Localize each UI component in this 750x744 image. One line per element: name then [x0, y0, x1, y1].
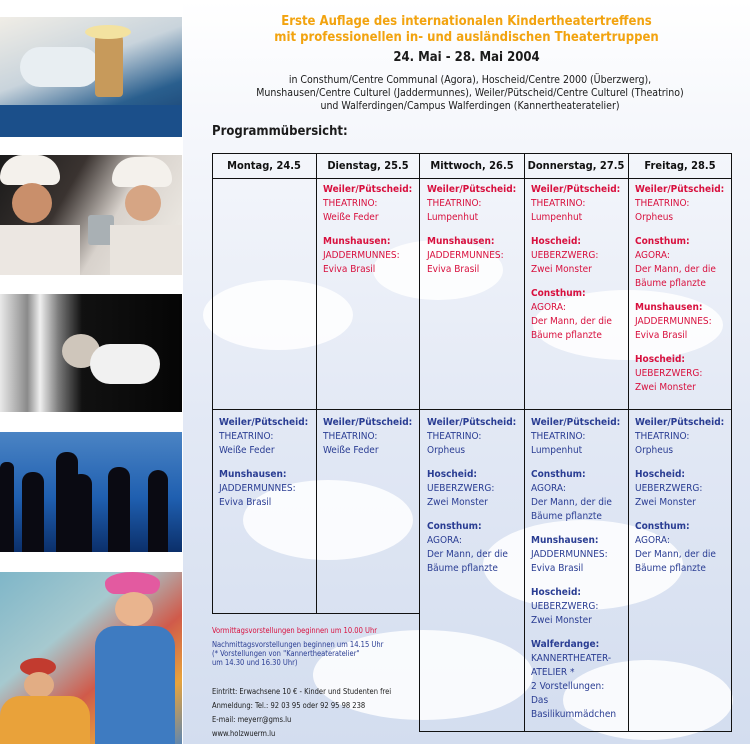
- afternoon-cell-2: [427, 416, 524, 586]
- venue-label: THEATRINO:: [531, 431, 586, 442]
- photo-puppet-stage: [0, 17, 182, 137]
- afternoon-note: [212, 640, 412, 667]
- venue-label: THEATRINO:: [531, 198, 586, 209]
- show-entry: [635, 183, 732, 225]
- day-header-thursday: Donnerstag, 27.5: [527, 159, 625, 172]
- show-title: Bäume pflanzte: [635, 563, 706, 574]
- show-entry: [323, 235, 420, 277]
- show-title: Zwei Monster: [635, 382, 696, 393]
- location-label: Hoscheid:: [531, 236, 582, 247]
- email-address[interactable]: E-mail: meyerr@gms.lu: [212, 715, 292, 724]
- show-title: Der Mann, der die: [635, 264, 716, 275]
- location-label: Weiler/Pütscheid:: [427, 184, 517, 195]
- photo-musician-silhouettes: [0, 432, 182, 552]
- location-label: Weiler/Pütscheid:: [531, 184, 621, 195]
- show-entry: [219, 416, 316, 458]
- day-header-wednesday: Mittwoch, 26.5: [430, 159, 514, 172]
- morning-cell-2: [427, 183, 524, 287]
- location-label: Munshausen:: [427, 236, 495, 247]
- location-label: Hoscheid:: [635, 469, 686, 480]
- show-entry: [531, 638, 628, 722]
- venue-line-2: Munshausen/Centre Culturel (Jaddermunnes), Weiler/Pütscheid/Centre Culturel (Theatrino): [256, 87, 684, 99]
- venue-label: UEBERZWERG:: [635, 368, 703, 379]
- show-entry: [323, 416, 420, 458]
- show-entry: [219, 468, 316, 510]
- show-entry: [635, 235, 732, 291]
- morning-note: Vormittagsvorstellungen beginnen um 10.00 Uhr: [212, 626, 377, 635]
- photo-chefs: [0, 155, 182, 275]
- venue-label: AGORA:: [427, 535, 462, 546]
- show-title: Der Mann, der die: [531, 497, 612, 508]
- venue-label: UEBERZWERG:: [531, 601, 599, 612]
- show-entry: [531, 183, 628, 225]
- venue-label: JADDERMUNNES:: [427, 250, 504, 261]
- show-title: Das Basilikummädchen: [531, 695, 617, 720]
- phone-number: Anmeldung: Tel.: 92 03 95 oder 92 95 98 238: [212, 701, 366, 710]
- show-title: Zwei Monster: [531, 615, 592, 626]
- location-label: Munshausen:: [635, 302, 703, 313]
- location-label: Weiler/Pütscheid:: [531, 417, 621, 428]
- afternoon-note-line-1: Nachmittagsvorstellungen beginnen um 14.15 Uhr: [212, 640, 384, 649]
- show-entry: [427, 520, 524, 576]
- show-title: Eviva Brasil: [219, 497, 272, 508]
- show-entry: [531, 468, 628, 524]
- show-title: Eviva Brasil: [531, 563, 584, 574]
- show-entry: [635, 468, 732, 510]
- show-title: Weiße Feder: [323, 212, 379, 223]
- venue-label: UEBERZWERG:: [531, 250, 599, 261]
- afternoon-note-line-2: (* Vorstellungen von "Kannertheateratelier": [212, 649, 360, 658]
- afternoon-cell-0: [219, 416, 316, 520]
- show-title: Bäume pflanzte: [531, 330, 602, 341]
- afternoon-note-line-3: um 14.30 und 16.30 Uhr): [212, 658, 298, 667]
- location-label: Walferdange:: [531, 639, 600, 650]
- photo-striped-curtain: [0, 294, 182, 412]
- show-title: Orpheus: [427, 445, 466, 456]
- venue-label: JADDERMUNNES:: [323, 250, 400, 261]
- show-entry: [323, 183, 420, 225]
- day-header-monday: Montag, 24.5: [227, 159, 301, 172]
- venue-label: UEBERZWERG:: [635, 483, 703, 494]
- location-label: Weiler/Pütscheid:: [323, 417, 413, 428]
- show-entry: [635, 520, 732, 576]
- show-title: Bäume pflanzte: [635, 278, 706, 289]
- program-heading: Programmübersicht:: [212, 124, 348, 139]
- show-title: Lumpenhut: [427, 212, 479, 223]
- venue-line-1: in Consthum/Centre Communal (Agora), Hoscheid/Centre 2000 (Überzwerg),: [288, 74, 652, 86]
- show-title: Orpheus: [635, 212, 674, 223]
- morning-cell-3: [531, 183, 628, 353]
- entry-price: Eintritt: Erwachsene 10 € - Kinder und Studenten frei: [212, 687, 392, 696]
- title-line-1: Erste Auflage des internationalen Kindertheatertreffens: [281, 14, 652, 29]
- venue-list: [200, 74, 740, 113]
- show-entry: [427, 416, 524, 458]
- show-title: Weiße Feder: [323, 445, 379, 456]
- venue-label: THEATRINO:: [427, 431, 482, 442]
- venue-label: THEATRINO:: [635, 431, 690, 442]
- show-title: Eviva Brasil: [635, 330, 688, 341]
- contact-info: [212, 685, 412, 741]
- day-header-friday: Freitag, 28.5: [644, 159, 716, 172]
- show-entry: [427, 235, 524, 277]
- afternoon-cell-1: [323, 416, 420, 468]
- show-entry: [427, 183, 524, 225]
- venue-label: UEBERZWERG:: [427, 483, 495, 494]
- show-entry: [531, 416, 628, 458]
- show-title: Der Mann, der die: [635, 549, 716, 560]
- venue-line-3: und Walferdingen/Campus Walferdingen (Kannertheateratelier): [320, 100, 620, 112]
- venue-label: AGORA:: [635, 250, 670, 261]
- location-label: Consthum:: [531, 469, 586, 480]
- show-entry: [635, 353, 732, 395]
- location-label: Weiler/Pütscheid:: [323, 184, 413, 195]
- show-entry: [635, 416, 732, 458]
- location-label: Weiler/Pütscheid:: [427, 417, 517, 428]
- festival-dates: 24. Mai - 28. Mai 2004: [393, 50, 540, 65]
- location-label: Consthum:: [427, 521, 482, 532]
- show-title: Der Mann, der die: [427, 549, 508, 560]
- venue-label: AGORA:: [531, 483, 566, 494]
- show-title: Weiße Feder: [219, 445, 275, 456]
- show-title: Bäume pflanzte: [427, 563, 498, 574]
- show-entry: [531, 534, 628, 576]
- show-title: Orpheus: [635, 445, 674, 456]
- location-label: Hoscheid:: [635, 354, 686, 365]
- show-entry: [531, 287, 628, 343]
- venue-label: JADDERMUNNES:: [531, 549, 608, 560]
- show-entry: [635, 301, 732, 343]
- venue-label: THEATRINO:: [635, 198, 690, 209]
- show-entry: [427, 468, 524, 510]
- venue-label: KANNERTHEATER-: [531, 653, 612, 664]
- venue-label: THEATRINO:: [323, 198, 378, 209]
- venue-label: THEATRINO:: [323, 431, 378, 442]
- title-line-2: mit professionellen in- und ausländischen Theatertruppen: [274, 30, 659, 45]
- morning-cell-1: [323, 183, 420, 287]
- show-entry: [531, 586, 628, 628]
- location-label: Munshausen:: [323, 236, 391, 247]
- location-label: Munshausen:: [219, 469, 287, 480]
- show-title: Der Mann, der die: [531, 316, 612, 327]
- venue-label: JADDERMUNNES:: [219, 483, 296, 494]
- location-label: Hoscheid:: [427, 469, 478, 480]
- location-label: Consthum:: [531, 288, 586, 299]
- location-label: Weiler/Pütscheid:: [635, 184, 725, 195]
- location-label: Munshausen:: [531, 535, 599, 546]
- afternoon-cell-4: [635, 416, 732, 586]
- venue-label: THEATRINO:: [219, 431, 274, 442]
- morning-cell-4: [635, 183, 732, 405]
- photo-strip: [0, 0, 183, 744]
- venue-label: ATELIER *: [531, 667, 575, 678]
- show-title: 2 Vorstellungen:: [531, 681, 605, 692]
- venue-label: JADDERMUNNES:: [635, 316, 712, 327]
- show-title: Zwei Monster: [635, 497, 696, 508]
- location-label: Weiler/Pütscheid:: [219, 417, 309, 428]
- afternoon-cell-3: [531, 416, 628, 732]
- photo-clowns: [0, 572, 182, 744]
- day-header-tuesday: Dienstag, 25.5: [327, 159, 409, 172]
- location-label: Consthum:: [635, 236, 690, 247]
- show-title: Zwei Monster: [531, 264, 592, 275]
- show-title: Eviva Brasil: [323, 264, 376, 275]
- show-title: Zwei Monster: [427, 497, 488, 508]
- location-label: Weiler/Pütscheid:: [635, 417, 725, 428]
- venue-label: AGORA:: [531, 302, 566, 313]
- show-entry: [531, 235, 628, 277]
- location-label: Hoscheid:: [531, 587, 582, 598]
- show-title: Eviva Brasil: [427, 264, 480, 275]
- location-label: Consthum:: [635, 521, 690, 532]
- info-notes: [212, 626, 412, 741]
- show-title: Lumpenhut: [531, 445, 583, 456]
- venue-label: AGORA:: [635, 535, 670, 546]
- show-title: Lumpenhut: [531, 212, 583, 223]
- website-link[interactable]: www.holzwuerm.lu: [212, 729, 276, 738]
- show-title: Bäume pflanzte: [531, 511, 602, 522]
- venue-label: THEATRINO:: [427, 198, 482, 209]
